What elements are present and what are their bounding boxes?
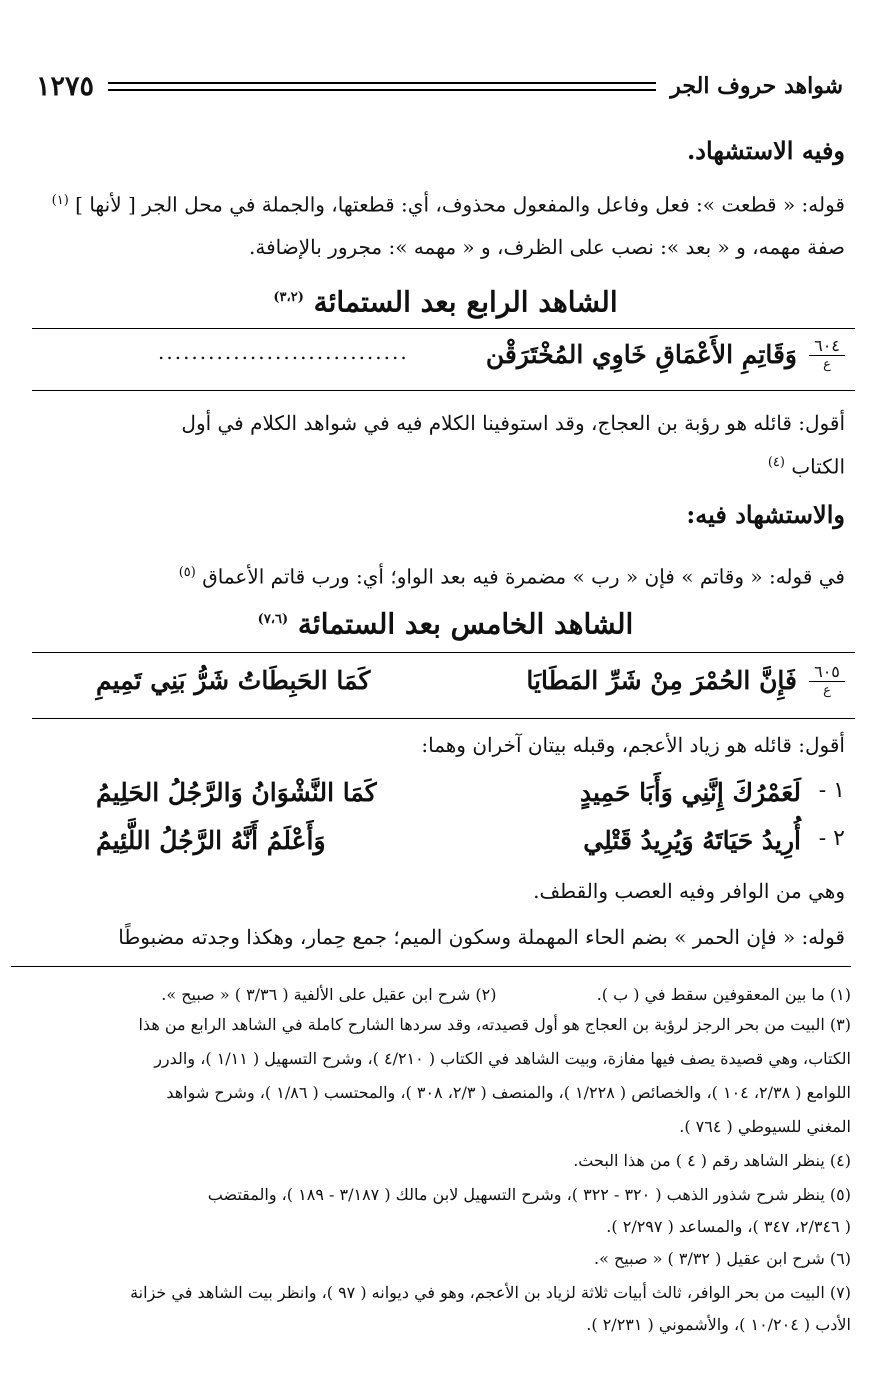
footnote-4: (٤) ينظر الشاهد رقم ( ٤ ) من هذا البحث. bbox=[573, 1151, 851, 1170]
running-header bbox=[36, 64, 843, 108]
body-line-2-text: قوله: « قطعت »: فعل وفاعل والمفعول محذوف، أي: قطعتها، والجملة في محل الجر [ لأنها ] bbox=[75, 192, 845, 217]
body-line-3: صفة مهمه، و « بعد »: نصب على الظرف، و « مهمه »: مجرور بالإضافة. bbox=[249, 235, 845, 259]
poem-line-2-second-hemistich: وَأَعْلَمُ أَنَّهُ الرَّجُلُ اللَّئِيمُ bbox=[96, 826, 326, 855]
poem-line-2-number: ٢ - bbox=[818, 826, 845, 851]
footnote-ref-6-7: (٧،٦) bbox=[257, 612, 289, 627]
page-number: ١٢٧٥ bbox=[36, 70, 95, 102]
verse-604-number: ٦٠٤ ع bbox=[809, 338, 845, 373]
section-heading-604-text: الشاهد الرابع بعد الستمائة bbox=[313, 285, 618, 319]
verse-604-dots: .............................. bbox=[158, 340, 409, 364]
poem-line-1 bbox=[40, 776, 845, 820]
footnote-7-line-2: الأدب ( ١٠/٢٠٤ )، والأشموني ( ٢/٢٣١ ). bbox=[586, 1315, 851, 1334]
verse-605-first-hemistich: فَإِنَّ الحُمْرَ مِنْ شَرِّ المَطَايَا bbox=[526, 666, 797, 695]
verse-605-second-hemistich: كَمَا الحَبِطَاتُ شَرُّ بَنِي تَمِيمِ bbox=[96, 666, 371, 695]
body-line-5: الكتاب $^{(٤)}$ bbox=[767, 454, 845, 479]
body-line-7: في قوله: « وقاتم » فإن « رب » مضمرة فيه بعد الواو؛ أي: ورب قاتم الأعماق $^{(٥)}$ bbox=[178, 564, 845, 589]
body-line-1: وفيه الاستشهاد. bbox=[686, 136, 845, 165]
verse-605-top-rule bbox=[32, 652, 855, 653]
verse-604-hemistich: وَقَاتِمِ الأَعْمَاقِ خَاوِي المُخْتَرَقْن bbox=[485, 340, 797, 369]
body-line-9: وهي من الوافر وفيه العصب والقطف. bbox=[533, 879, 845, 903]
poem-line-2-first-hemistich: أُرِيدُ حَيَاتَهُ وَيُرِيدُ قَتْلِي bbox=[583, 826, 801, 855]
poem-line-1-first-hemistich: لَعَمْرُكَ إِنَّنِي وَأَبَا حَمِيدٍ bbox=[579, 778, 801, 807]
body-line-6: والاستشهاد فيه: bbox=[686, 500, 845, 529]
footnote-7-line-1: (٧) البيت من بحر الوافر، ثالث أبيات ثلاثة لزياد بن الأعجم، وهو في ديوانه ( ٩٧ )، وانظر بيت الشاهد في خزانة bbox=[130, 1283, 851, 1302]
section-heading-605 bbox=[0, 600, 891, 644]
footnote-ref-1: (١) bbox=[51, 193, 69, 208]
verse-604 bbox=[40, 338, 845, 382]
verse-605-number: ٦٠٥ ع bbox=[809, 664, 845, 699]
footnote-ref-5: (٥) bbox=[178, 565, 196, 580]
footnote-3-line-3: اللوامع ( ٢/٣٨، ١٠٤ )، والخصائص ( ١/٢٢٨ )، والمنصف ( ٢/٣، ٣٠٨ )، والمحتسب ( ١/٨٦ )، وشرح شواهد bbox=[166, 1083, 851, 1102]
footnote-1: (١) ما بين المعقوفين سقط في ( ب ). bbox=[596, 985, 851, 1004]
footnote-5-line-2: ( ٢/٣٤٦، ٣٤٧ )، والمساعد ( ٢/٢٩٧ ). bbox=[606, 1217, 851, 1236]
header-rule bbox=[108, 82, 656, 91]
footnote-6: (٦) شرح ابن عقيل ( ٣/٣٢ ) « صبيح ». bbox=[594, 1249, 851, 1268]
body-line-10: قوله: « فإن الحمر » بضم الحاء المهملة وسكون الميم؛ جمع حِمار، وهكذا وجدته مضبوطًا bbox=[118, 925, 845, 949]
poem-line-1-number: ١ - bbox=[818, 778, 845, 803]
footnote-3-line-1: (٣) البيت من بحر الرجز لرؤبة بن العجاج هو أول قصيدته، وقد سردها الشارح كاملة في الشاهد الرابع من هذا bbox=[138, 1015, 851, 1034]
header-title: شواهد حروف الجر bbox=[670, 73, 843, 99]
body-line-8: أقول: قائله هو زياد الأعجم، وقبله بيتان آخران وهما: bbox=[421, 733, 845, 757]
verse-604-top-rule bbox=[32, 328, 855, 329]
footnote-2: (٢) شرح ابن عقيل على الألفية ( ٣/٣٦ ) « صبيح ». bbox=[161, 985, 497, 1004]
footnote-3-line-2: الكتاب، وهي قصيدة يصف فيها مفازة، وبيت الشاهد في الكتاب ( ٤/٢١٠ )، وشرح التسهيل ( ١/١١ )، والدرر bbox=[154, 1049, 851, 1068]
footnote-1-2 bbox=[36, 982, 851, 1008]
section-heading-604 bbox=[0, 278, 891, 322]
footnote-ref-4: (٤) bbox=[767, 455, 785, 470]
poem-line-2 bbox=[40, 824, 845, 868]
body-line-2 bbox=[40, 186, 845, 220]
verse-604-bottom-rule bbox=[32, 390, 855, 391]
body-line-4: أقول: قائله هو رؤبة بن العجاج، وقد استوفينا الكلام فيه في شواهد الكلام في أول bbox=[181, 411, 845, 435]
footnote-ref-2-3: (٣،٢) bbox=[273, 290, 304, 305]
footnote-5-line-1: (٥) ينظر شرح شذور الذهب ( ٣٢٠ - ٣٢٢ )، وشرح التسهيل لابن مالك ( ٣/١٨٧ - ١٨٩ )، والمقتضب bbox=[207, 1185, 851, 1204]
footnote-3-line-4: المغني للسيوطي ( ٧٦٤ ). bbox=[679, 1117, 851, 1136]
footnote-separator bbox=[11, 966, 851, 967]
verse-605-bottom-rule bbox=[32, 718, 855, 719]
verse-605 bbox=[40, 664, 845, 708]
section-heading-605-text: الشاهد الخامس بعد الستمائة bbox=[297, 607, 634, 641]
poem-line-1-second-hemistich: كَمَا النَّشْوَانُ وَالرَّجُلُ الحَلِيمُ bbox=[96, 778, 377, 807]
